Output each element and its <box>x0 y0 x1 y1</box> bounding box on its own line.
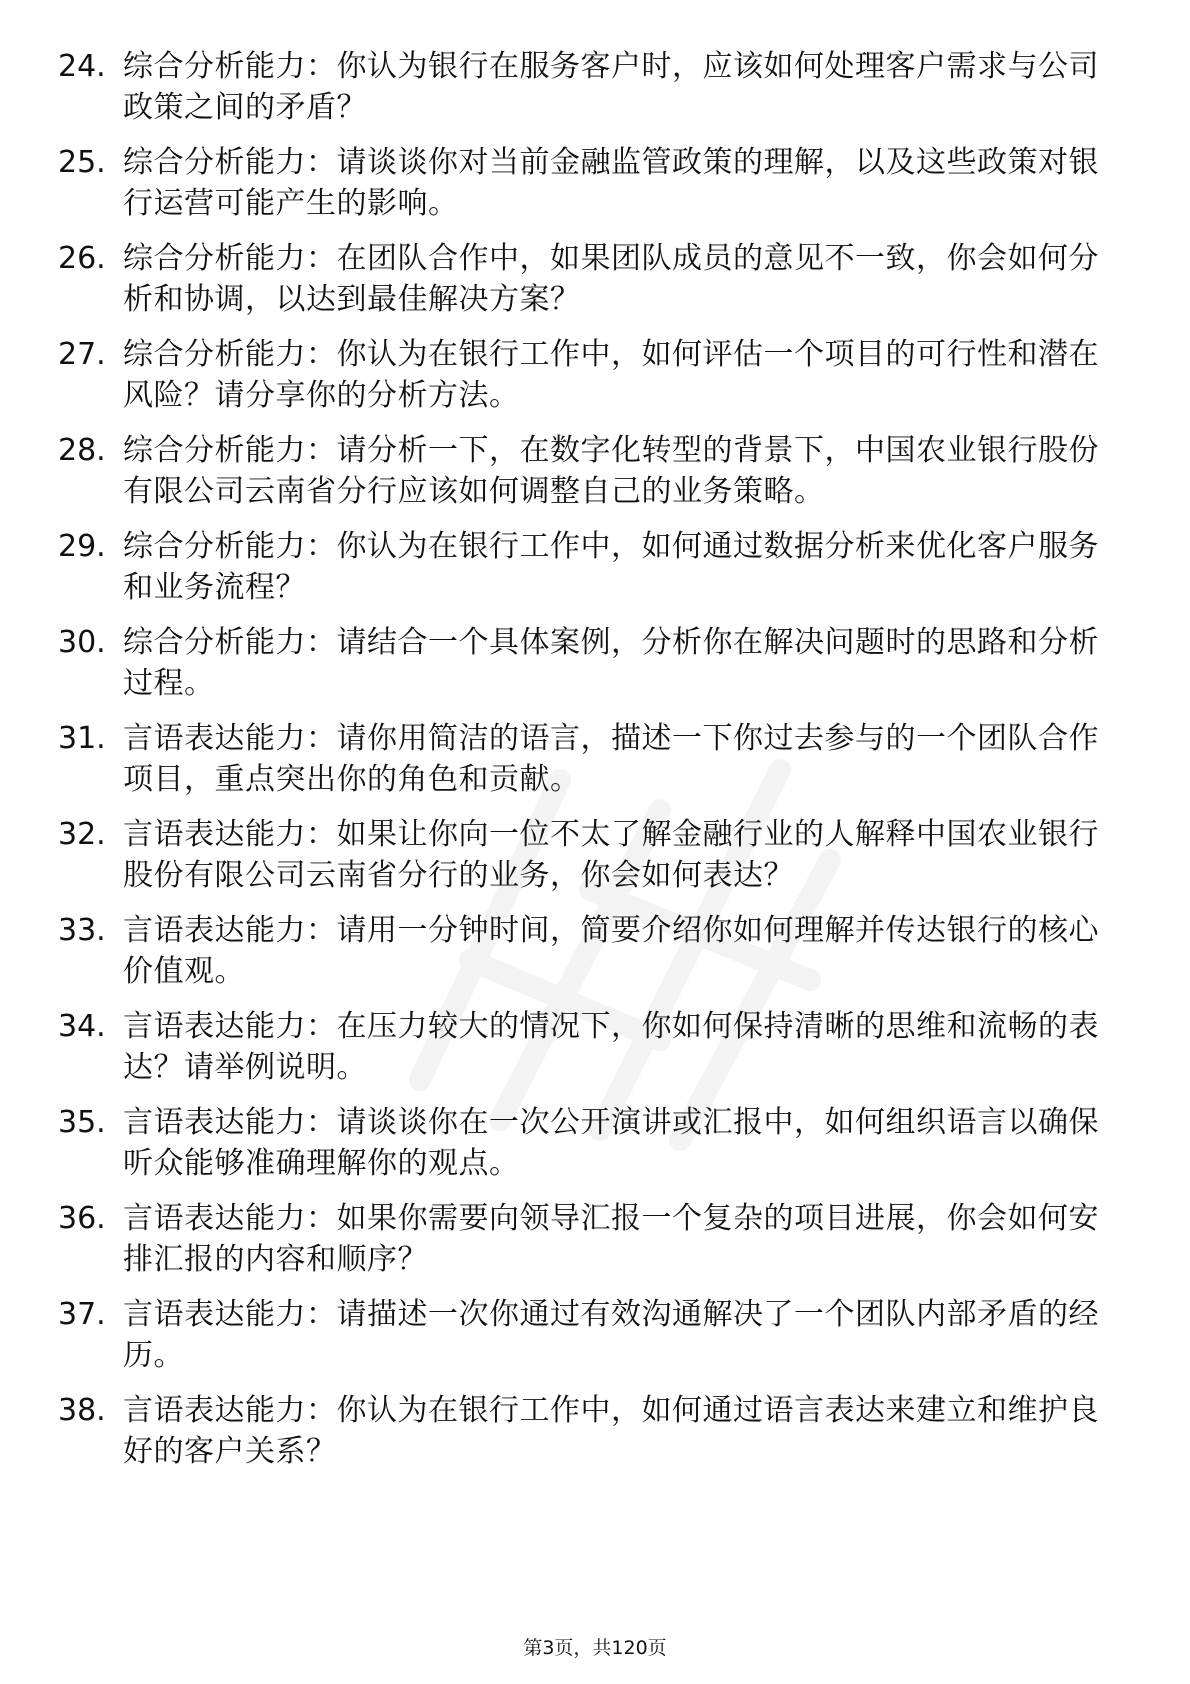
question-number: 32. <box>58 817 106 852</box>
question-list <box>58 46 1118 1486</box>
question-number: 34. <box>58 1009 106 1044</box>
question-text: 言语表达能力：你认为在银行工作中，如何通过语言表达来建立和维护良好的客户关系？ <box>123 1393 1099 1469</box>
question-text: 综合分析能力：请谈谈你对当前金融监管政策的理解，以及这些政策对银行运营可能产生的影响。 <box>123 145 1099 221</box>
question-number: 26. <box>58 241 106 276</box>
question-text: 言语表达能力：请用一分钟时间，简要介绍你如何理解并传达银行的核心价值观。 <box>123 913 1099 989</box>
question-item <box>58 814 1118 896</box>
question-item <box>58 430 1118 512</box>
question-number: 28. <box>58 433 106 468</box>
question-text: 综合分析能力：请结合一个具体案例，分析你在解决问题时的思路和分析过程。 <box>123 625 1099 701</box>
question-number: 29. <box>58 529 106 564</box>
question-number: 33. <box>58 913 106 948</box>
question-number: 35. <box>58 1105 106 1140</box>
question-text: 综合分析能力：在团队合作中，如果团队成员的意见不一致，你会如何分析和协调，以达到最佳解决方案？ <box>123 241 1099 317</box>
page-number-label: 第3页，共120页 <box>523 1637 667 1659</box>
question-text: 言语表达能力：请谈谈你在一次公开演讲或汇报中，如何组织语言以确保听众能够准确理解你的观点。 <box>123 1105 1099 1181</box>
question-item <box>58 238 1118 320</box>
question-number: 30. <box>58 625 106 660</box>
question-number: 37. <box>58 1297 106 1332</box>
question-item <box>58 1294 1118 1376</box>
question-item <box>58 718 1118 800</box>
question-item <box>58 622 1118 704</box>
question-text: 综合分析能力：你认为在银行工作中，如何通过数据分析来优化客户服务和业务流程？ <box>123 529 1099 605</box>
question-text: 综合分析能力：请分析一下，在数字化转型的背景下，中国农业银行股份有限公司云南省分行应该如何调整自己的业务策略。 <box>123 433 1099 509</box>
page-footer <box>0 1636 1190 1660</box>
question-item <box>58 142 1118 224</box>
question-number: 25. <box>58 145 106 180</box>
question-item <box>58 1390 1118 1472</box>
question-item <box>58 526 1118 608</box>
question-text: 言语表达能力：如果让你向一位不太了解金融行业的人解释中国农业银行股份有限公司云南省分行的业务，你会如何表达？ <box>123 817 1099 893</box>
question-item <box>58 334 1118 416</box>
question-text: 言语表达能力：请你用简洁的语言，描述一下你过去参与的一个团队合作项目，重点突出你的角色和贡献。 <box>123 721 1099 797</box>
question-number: 36. <box>58 1201 106 1236</box>
question-text: 言语表达能力：在压力较大的情况下，你如何保持清晰的思维和流畅的表达？请举例说明。 <box>123 1009 1099 1085</box>
question-item <box>58 1102 1118 1184</box>
question-text: 言语表达能力：如果你需要向领导汇报一个复杂的项目进展，你会如何安排汇报的内容和顺序？ <box>123 1201 1099 1277</box>
question-item <box>58 910 1118 992</box>
question-item <box>58 1006 1118 1088</box>
question-text: 言语表达能力：请描述一次你通过有效沟通解决了一个团队内部矛盾的经历。 <box>123 1297 1099 1373</box>
question-number: 31. <box>58 721 106 756</box>
question-number: 27. <box>58 337 106 372</box>
question-number: 24. <box>58 49 106 84</box>
question-item <box>58 46 1118 128</box>
question-number: 38. <box>58 1393 106 1428</box>
question-text: 综合分析能力：你认为在银行工作中，如何评估一个项目的可行性和潜在风险？请分享你的分析方法。 <box>123 337 1099 413</box>
question-item <box>58 1198 1118 1280</box>
question-text: 综合分析能力：你认为银行在服务客户时，应该如何处理客户需求与公司政策之间的矛盾？ <box>123 49 1099 125</box>
